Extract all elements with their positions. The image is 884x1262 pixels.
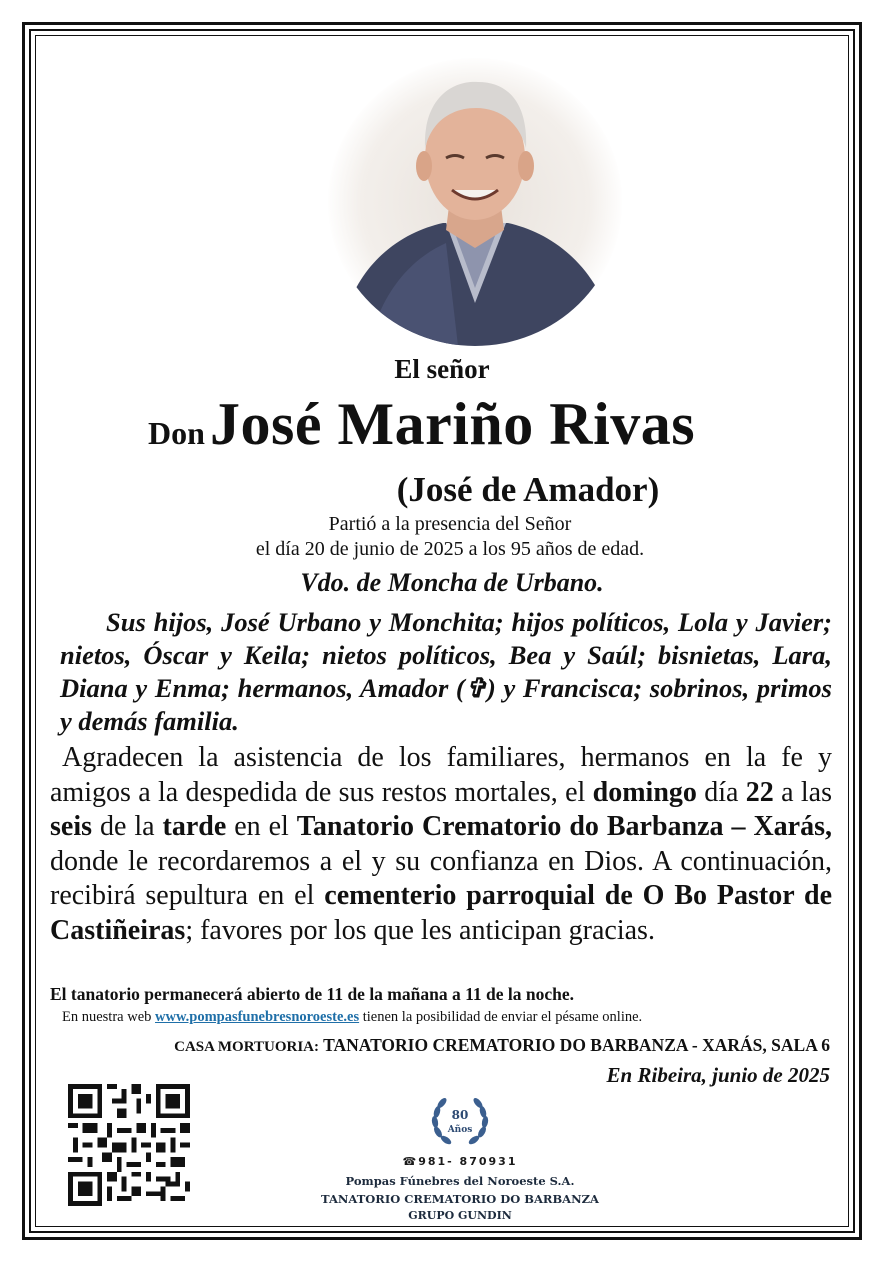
laurel-wreath-icon	[428, 1092, 492, 1152]
ceremony-text: Agradecen la asistencia de los familiares, hermanos en la fe y amigos a la despedida de sus restos mortales, el domingo día 22 a las seis de la tarde en el Tanatorio Crematorio do Barbanza – Xarás, donde le recordaremos a el y su confianza en Dios. A continuación, recibirá sepultura en el cementerio parroquial de O Bo Pastor de Castiñeiras; favores por los que les anticipan gracias.	[50, 742, 833, 946]
mortuary-label: CASA MORTUORIA:	[174, 1039, 320, 1055]
passed-line-1: Partió a la presencia del Señor	[328, 513, 572, 535]
intro-text: El señor	[394, 354, 490, 384]
footer-group: GRUPO GUNDIN	[408, 1209, 512, 1222]
web-note: En nuestra web www.pompasfunebresnoroeste.es tienen la posibilidad de enviar el pésame online.	[62, 1009, 643, 1025]
family-list: Sus hijos, José Urbano y Monchita; hijos políticos, Lola y Javier; nietos, Óscar y Keila; nietos políticos, Bea y Saúl; bisnietas, Lara, Diana y Enma; hermanos, Amador (✞) y Francisca; sobrinos, primos y demás familia.	[60, 607, 832, 736]
mortuary-value: TANATORIO CREMATORIO DO BARBANZA - XARÁS, SALA 6	[319, 1035, 830, 1055]
website-link[interactable]: www.pompasfunebresnoroeste.es	[155, 1009, 360, 1025]
phone-number: 981- 870931	[418, 1155, 518, 1168]
qr-code-icon[interactable]	[68, 1084, 190, 1206]
title-prefix: Don	[148, 415, 205, 451]
deceased-name-line	[148, 390, 695, 459]
opening-hours: El tanatorio permanecerá abierto de 11 de la mañana a 11 de la noche.	[50, 984, 574, 1004]
portrait-photo	[328, 58, 622, 346]
passed-line-2: el día 20 de junio de 2025 a los 95 años de edad.	[255, 538, 645, 560]
footer-company: Pompas Fúnebres del Noroeste S.A.	[345, 1174, 575, 1188]
deceased-name: José Mariño Rivas	[210, 391, 696, 457]
logo-number: 80	[451, 1108, 469, 1122]
nickname: (José de Amador)	[396, 470, 660, 509]
mortuary-house	[174, 1035, 830, 1056]
widow-line: Vdo. de Moncha de Urbano.	[300, 568, 604, 597]
logo-years: Años	[447, 1125, 473, 1135]
place-date: En Ribeira, junio de 2025	[606, 1063, 830, 1087]
phone-icon: ☎	[402, 1155, 419, 1168]
footer-tanatorio: TANATORIO CREMATORIO DO BARBANZA	[321, 1192, 599, 1206]
phone-line	[360, 1155, 560, 1168]
